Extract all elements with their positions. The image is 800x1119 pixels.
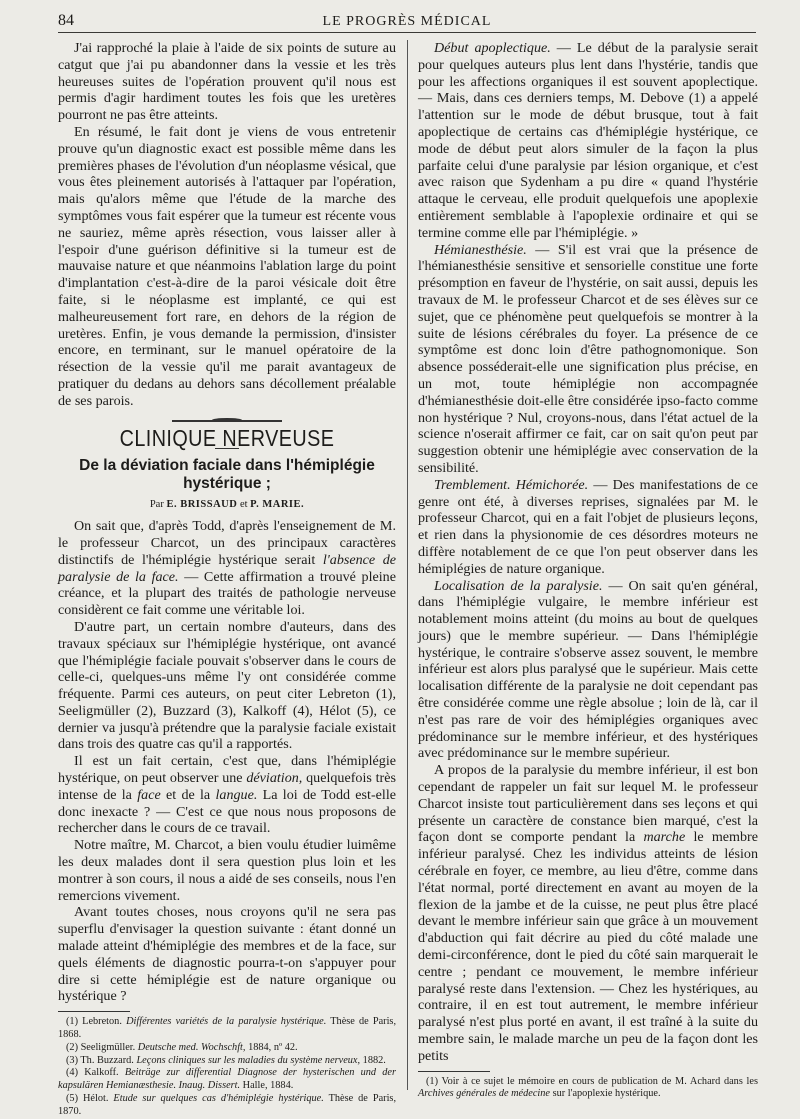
footnote: (2) Seeligmüller. Deutsche med. Wochschft, 1884, nº 42. bbox=[66, 1041, 298, 1053]
paragraph: J'ai rapproché la plaie à l'aide de six points de suture au catgut que j'ai pu abandonner dans la vessie et les très heureuses suites de l'opération prouvent qu'il nous est permis d'agir hardiment toutes les fois que les uretères pourront ne pas être atteints. bbox=[58, 40, 396, 124]
paragraph: Début apoplectique. — Le début de la paralysie serait pour quelques auteurs plus lent dans l'hystérie, tandis que pour les affections organiques il est souvent apoplectique. — Mais, dans ces derniers temps, M. Debove (1) a appelé l'attention sur le mode de début brusque, tout à fait apoplectique de certains cas d'hémiplégie hystérique, ce mode de début peut alors simuler de la façon la plus parfaite celui d'une paralysie par lésion organique, et c'est avec raison que Sydenham a pu dire « quand l'hystérie attaque le cerveau, elle produit quelquefois une apoplexie entièrement semblable à l'apoplexie ordinaire et qui se termine comme elle par l'hémiplégie. » bbox=[418, 40, 758, 241]
byline: Par E. BRISSAUD et P. MARIE. bbox=[149, 499, 305, 511]
author-name: P. MARIE. bbox=[250, 499, 305, 511]
paragraph: Tremblement. Hémichorée. — Des manifestations de ce genre ont été, à diverses reprises, signalées par M. le professeur Charcot, qui en a fait l'objet de plusieurs leçons, et rien dans la physionomie de ces désordres moteurs ne diffère notablement de ce que l'on peut observer dans les hémiplégies de nature organique. bbox=[418, 476, 758, 577]
footnote: (1) Lebreton. Différentes variétés de la paralysie hystérique. Thèse de Paris, 1868. bbox=[58, 1016, 397, 1041]
ornamental-divider bbox=[172, 418, 282, 424]
paragraph: Notre maître, M. Charcot, a bien voulu étudier luimême les deux malades dont il sera question plus loin et les montrer à son cours, il nous a aidé de ses conseils, nous l'en remercions vivement. bbox=[58, 837, 396, 904]
footnote-rule bbox=[418, 1071, 490, 1072]
paragraph: Hémianesthésie. — S'il est vrai que la présence de l'hémianesthésie sensitive et sensorielle constitue une forte présomption en faveur de l'hystérie, on sait aussi, depuis les travaux de M. le professeur Charcot et de ses élèves sur ce sujet, que ce phénomène peut quelquefois se montrer à la suite de lésions cérébrales du foyer. La présence de ce symptôme est donc loin d'être pathognomonique. Son absence posséderait-elle une signification plus précise, en un mot, toute hémiplégie non accompagnée d'hémianesthésie doit-elle être considérée ipso-facto comme non hystérique ? Nul, croyons-nous, dans l'état actuel de la science n'oserait affirmer ce fait, car on sait qu'on peut par suggestion obtenir une hémiplégie avec conservation de la sensibilité. bbox=[418, 241, 758, 476]
footnote: (3) Th. Buzzard. Leçons cliniques sur les maladies du système nerveux, 1882. bbox=[66, 1054, 386, 1066]
paragraph: Il est un fait certain, c'est que, dans l'hémiplégie hystérique, on peut observer une déviation, quelquefois très intense de la face et de la langue. La loi de Todd est-elle donc inexacte ? — C'est ce que nous nous proposons de rechercher dans le cours de ce travail. bbox=[58, 753, 396, 837]
paragraph: Localisation de la paralysie. — On sait qu'en général, dans l'hémiplégie vulgaire, le membre inférieur est notablement moins atteint (du moins au bout de quelques jours) que le membre supérieur. — Dans l'hémiplégie hystérique, le contraire s'observe assez souvent, le membre inférieur est alors plus paralysé que le supérieur. Mais cette localisation différente de la paralysie ne doit cependant pas être considérée comme une règle absolue ; loin de là, car il n'est pas rare de voir des hémiplégies organiques avec prédominance sur le membre inférieur, et des hystériques avec prédominance sur le membre supérieur. bbox=[418, 577, 758, 762]
article-title: De la déviation faciale dans l'hémiplégie hystérique ; bbox=[79, 457, 375, 493]
left-column bbox=[58, 40, 396, 1119]
author-name: E. BRISSAUD bbox=[166, 499, 238, 511]
page-number: 84 bbox=[58, 12, 74, 29]
paragraph: On sait que, d'après Todd, d'après l'enseignement de M. le professeur Charcot, un des principaux caractères distinctifs de l'hémiplégie hystérique serait l'absence de paralysie de la face. — Cette affirmation a trouvé pleine créance, et la plupart des traités de pathologie nerveuse considèrent ce fait comme une véritable loi. bbox=[58, 518, 396, 619]
running-head bbox=[58, 10, 756, 33]
footnote: (4) Kalkoff. Beiträge zur differential Diagnose der hysterischen und der kapsulären Hemianæsthesie. Inaug. Dissert. Halle, 1884. bbox=[58, 1067, 396, 1092]
section-title: CLINIQUE NERVEUSE bbox=[119, 424, 335, 451]
footnotes bbox=[58, 1016, 396, 1118]
right-column bbox=[418, 40, 758, 1101]
footnote: (5) Hélot. Etude sur quelques cas d'hémiplégie hystérique. Thèse de Paris, 1870. bbox=[58, 1093, 397, 1117]
footnote: (1) Voir à ce sujet le mémoire en cours de publication de M. Achard dans les Archives générales de médecine sur l'apoplexie hystérique. bbox=[418, 1075, 758, 1100]
journal-title: LE PROGRÈS MÉDICAL bbox=[322, 14, 492, 29]
footnote-rule bbox=[58, 1011, 130, 1012]
paragraph: A propos de la paralysie du membre inférieur, il est bon cependant de rappeler un fait sur lequel M. le professeur Charcot insiste tout particulièrement dans ses leçons et qui présente un caractère de constance bien marqué, c'est la façon dont se comporte pendant la marche le membre inférieur paralysé. Chez les individus atteints de lésion cérébrale en foyer, ce membre, au lieu d'être, comme dans l'état normal, porté directement en avant au moyen de la flexion de la jambe et de la cuisse, ne peut plus être placé devant le membre inférieur sain que grâce à un mouvement d'abduction qui fait décrire au pied du côté malade une demi-circonférence, dont le pied du côté sain marquerait le centre ; pendant ce mouvement, le membre inférieur paralysé reste dans l'extension. — Chez les hystériques, au contraire, il en est tout autrement, le membre inférieur paralysé n'est plus porté en avant, il est traîné à la suite du membre sain, le malade marche un peu de la façon dont les petits bbox=[418, 762, 759, 1064]
paragraph: D'autre part, un certain nombre d'auteurs, dans des travaux spéciaux sur l'hémiplégie hystérique, ont avancé que l'hémiplégie faciale pouvait s'observer dans le cours de celle-ci, quelques-uns même l'y ont considérée comme fréquente. Parmi ces auteurs, on peut citer Lebreton (1), Seeligmüller (2), Buzzard (3), Kalkoff (4), Hélot (5), ce dernier va jusqu'à prétendre que la paralysie faciale existait dans trois des quatre cas qu'il a rapportés. bbox=[58, 618, 396, 753]
column-divider bbox=[407, 40, 408, 1090]
footnotes bbox=[418, 1076, 758, 1102]
paragraph: Avant toutes choses, nous croyons qu'il ne sera pas superflu d'envisager la question suivante : étant donné un malade atteint d'hémiplégie des membres et de la face, sur quels éléments de diagnostic pourra-t-on s'appuyer pour dire si cette hémiplégie est de nature organique ou hystérique ? bbox=[58, 904, 396, 1005]
paragraph: En résumé, le fait dont je viens de vous entretenir prouve qu'un diagnostic exact est possible même dans les premières phases de l'évolution d'un néoplasme vésical, que vous êtes pleinement autorisés à l'attaquer par l'opération, mais qu'alors même que l'étude de la marche des symptômes vous fait espérer que la tumeur est récente vous ne sauriez, même après résection, vous laisser aller à l'espoir d'une guérison définitive si la tumeur est de mauvaise nature et que néanmoins l'ablation large du point d'implantation c'est-à-dire de la paroi vésicale doit être faite, si le néoplasme est implanté, ce qui est malheureusement fort rare, en dehors de la région de uretères. Enfin, je vous demande la permission, d'insister encore, en terminant, sur le manuel opératoire de la résection de la vessie qu'il me parait avantageux de pratiquer du dedans au dehors sans décollement préalable de ses parois. bbox=[58, 123, 396, 409]
